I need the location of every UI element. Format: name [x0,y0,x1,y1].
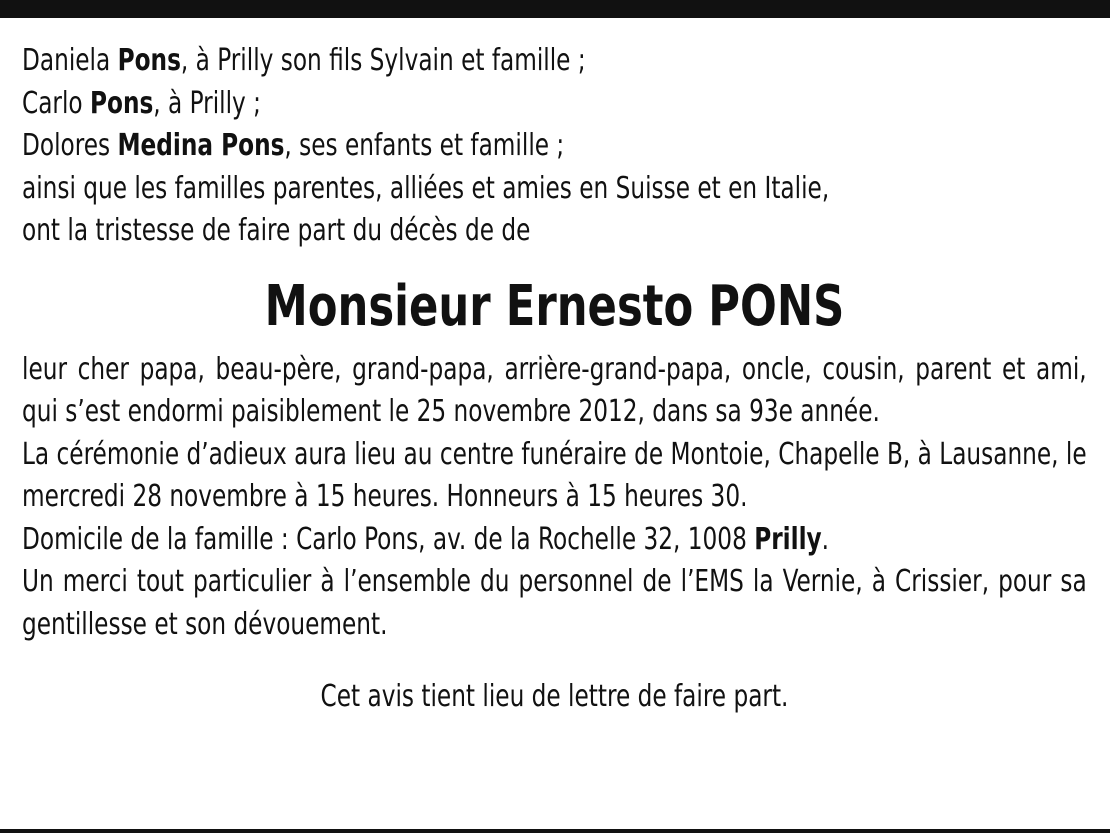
family-line-2-rest: , à Prilly ; [153,85,261,121]
family-line-5 [22,210,938,253]
family-line-5-text: ont la tristesse de faire part du décès de de [22,213,531,248]
paragraph-tribute: leur cher papa, beau-père, grand-papa, arrière-grand-papa, oncle, cousin, parent et ami, qui s’est endormi paisiblement le 25 novembre 2012, dans sa 93e année. [22,351,1087,429]
family-line-3-text: Dolores [22,128,118,163]
domicile-period: . [821,521,830,557]
family-line-1-surname: Pons [117,43,181,78]
family-line-1 [22,40,938,83]
paragraph-thanks: Un merci tout particulier à l’ensemble du personnel de l’EMS la Vernie, à Crissier, pour sa gentillesse et son dévouement. [22,564,1087,642]
family-line-3-rest: , ses enfants et famille ; [284,128,565,163]
closing-line: Cet avis tient lieu de lettre de faire part. [320,679,789,714]
family-line-2-text: Carlo [22,85,90,121]
top-border-bar [0,0,1110,18]
family-line-4 [22,168,938,211]
domicile-town: Prilly [754,521,822,557]
deceased-name: Monsieur Ernesto PONS [264,273,845,339]
bottom-border-rule [0,829,1110,833]
family-line-4-text: ainsi que les familles parentes, alliées et amies en Suisse et en Italie, [22,170,830,206]
family-line-2-surname: Pons [89,85,154,121]
family-line-1-rest: , à Prilly son fils Sylvain et famille ; [180,43,586,78]
paragraph-ceremony: La cérémonie d’adieux aura lieu au centre funéraire de Montoie, Chapelle B, à Lausanne, le mercredi 28 novembre à 15 heures. Honneurs à 15 heures 30. [22,436,1087,514]
family-line-3 [22,125,938,168]
notice-body [22,349,1087,647]
family-line-1-text: Daniela [22,43,118,78]
paragraph-domicile [22,519,1087,562]
domicile-text: Domicile de la famille : Carlo Pons, av. de la Rochelle 32, 1008 [22,521,755,557]
obituary-notice [22,40,1087,719]
family-line-3-surname: Medina Pons [117,128,285,163]
family-line-2 [22,83,938,126]
